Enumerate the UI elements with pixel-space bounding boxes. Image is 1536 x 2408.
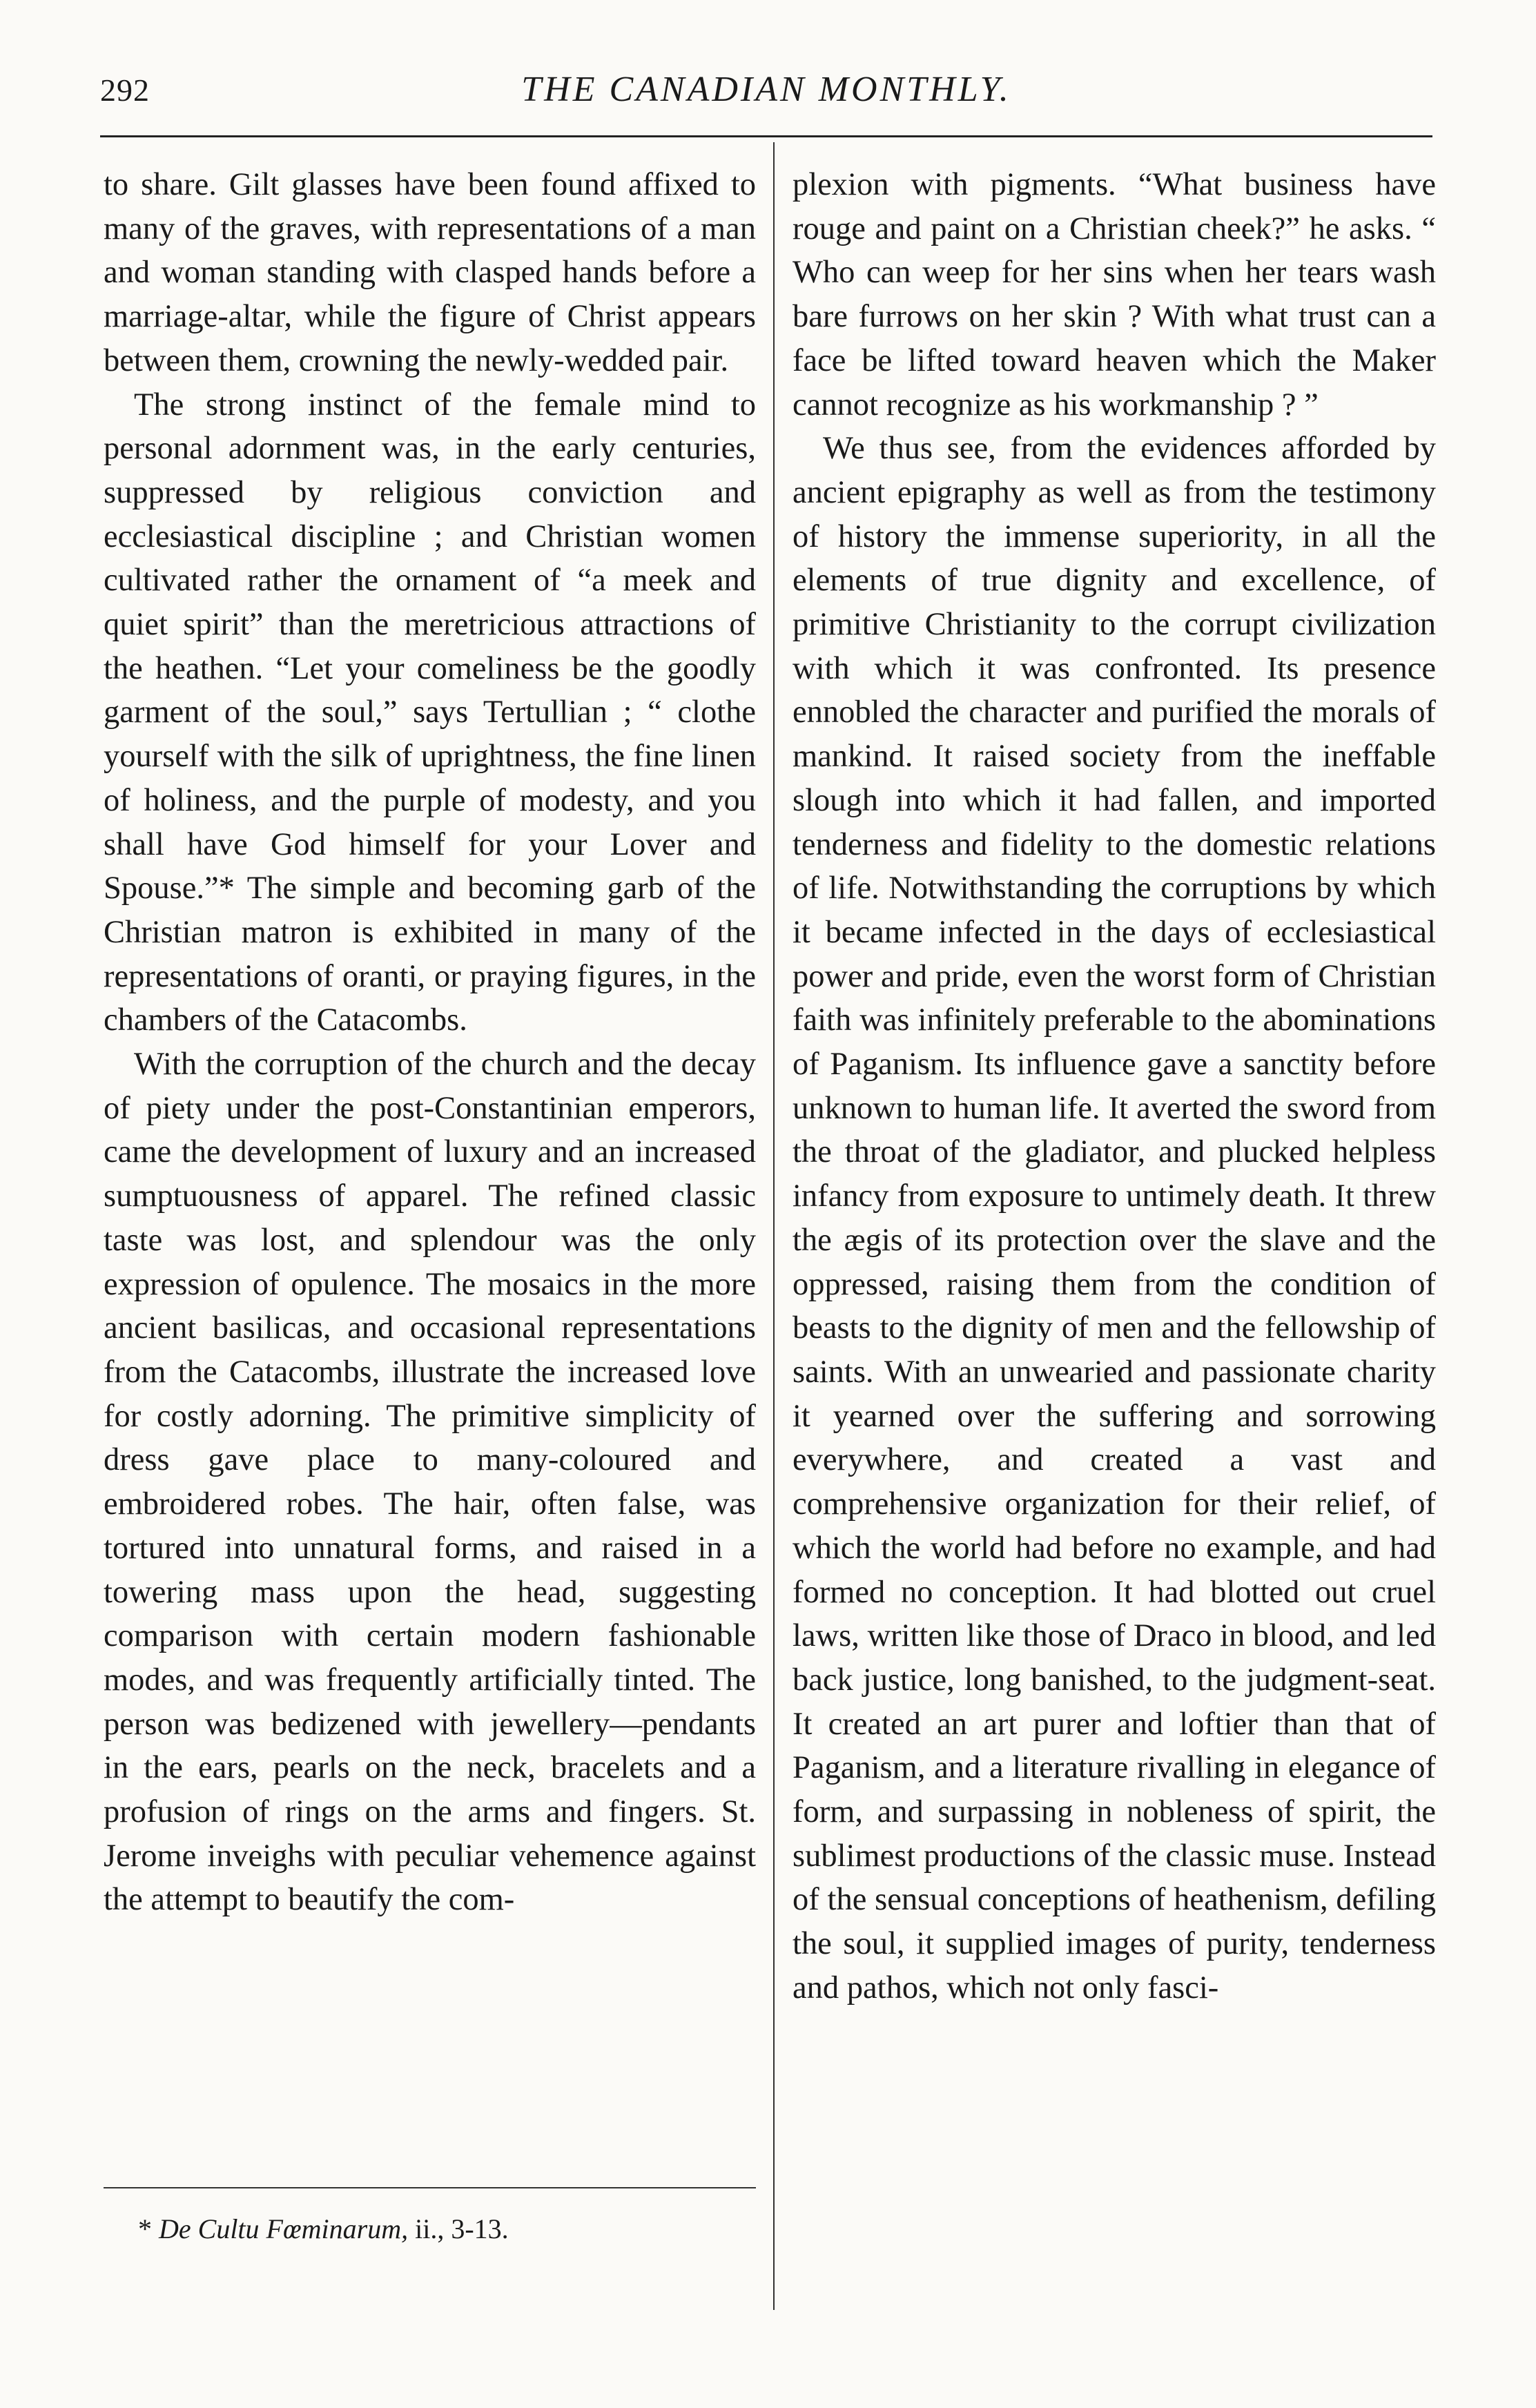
- page-number: 292: [100, 72, 150, 108]
- paragraph: With the corruption of the church and the decay of piety under the post-Constantinian emperors, came the development of luxury and an increased sumptuousness of apparel. The refined classic taste was lost, and splendour was the only expression of opulence. The mosaics in the more ancient basilicas, and occasional representations from the Catacombs, illustrate the increased love for costly adorning. The primitive simplicity of dress gave place to many-coloured and embroidered robes. The hair, often false, was tortured into unnatural forms, and raised in a towering mass upon the head, suggesting comparison with certain modern fashionable modes, and was frequently artificially tinted. The person was bedizened with jewellery—pendants in the ears, pearls on the neck, bracelets and a profusion of rings on the arms and fingers. St. Jerome inveighs with peculiar vehemence against the attempt to beautify the com-: [104, 1047, 756, 1918]
- column-divider: [773, 142, 775, 2310]
- footnote: [138, 2211, 756, 2247]
- footnote-marker: *: [138, 2213, 152, 2244]
- running-title: THE CANADIAN MONTHLY.: [521, 70, 1011, 109]
- paragraph: to share. Gilt glasses have been found affixed to many of the graves, with representations of a man and woman standing with clasped hands before a marriage-altar, while the figure of Christ appears between them, crowning the newly-wedded pair.: [104, 167, 756, 378]
- page-header: [100, 66, 1432, 123]
- right-column: [793, 163, 1436, 2010]
- paragraph: We thus see, from the evidences afforded by ancient epigraphy as well as from the testimony of history the immense superiority, in all the elements of true dignity and excellence, of primitive Christianity to the corrupt civilization with which it was confronted. Its presence ennobled the character and purified the morals of mankind. It raised society from the ineffable slough into which it had fallen, and imported tenderness and fidelity to the domestic relations of life. Notwithstanding the corruptions by which it became infected in the days of ecclesiastical power and pride, even the worst form of Christian faith was infinitely preferable to the abominations of Paganism. Its influence gave a sanctity before unknown to human life. It averted the sword from the throat of the gladiator, and plucked helpless infancy from exposure to untimely death. It threw the ægis of its protection over the slave and the oppressed, raising them from the condition of beasts to the dignity of men and the fellowship of saints. With an unwearied and passionate charity it yearned over the suffering and sorrowing everywhere, and created a vast and comprehensive organization for their relief, of which the world had before no example, and had formed no conception. It had blotted out cruel laws, written like those of Draco in blood, and led back justice, long banished, to the judgment-seat. It created an art purer and loftier than that of Paganism, and a literature rivalling in elegance of form, and surpassing in nobleness of spirit, the sublimest productions of the classic muse. Instead of the sensual conceptions of heathenism, defiling the soul, it supplied images of purity, tenderness and pathos, which not only fasci-: [793, 431, 1436, 2006]
- header-rule: [100, 135, 1432, 137]
- paragraph: plexion with pigments. “What business have rouge and paint on a Christian cheek?” he asks. “ Who can weep for her sins when her tears wash bare furrows on her skin ? With what trust can a face be lifted toward heaven which the Maker cannot recognize as his workmanship ? ”: [793, 167, 1436, 423]
- paragraph: The strong instinct of the female mind to personal adornment was, in the early centuries, suppressed by religious conviction and ecclesiastical discipline ; and Christian women cultivated rather the ornament of “a meek and quiet spirit” than the meretricious attractions of the heathen. “Let your comeliness be the goodly garment of the soul,” says Tertullian ; “ clothe yourself with the silk of uprightness, the fine linen of holiness, and the purple of modesty, and you shall have God himself for your Lover and Spouse.”* The simple and becoming garb of the Christian matron is exhibited in many of the representations of oranti, or praying figures, in the chambers of the Catacombs.: [104, 387, 756, 1038]
- footnote-rule: [104, 2187, 756, 2188]
- footnote-reference: ii., 3-13.: [415, 2213, 509, 2244]
- footnote-title: De Cultu Fœminarum,: [159, 2213, 409, 2244]
- left-column: [104, 163, 756, 1922]
